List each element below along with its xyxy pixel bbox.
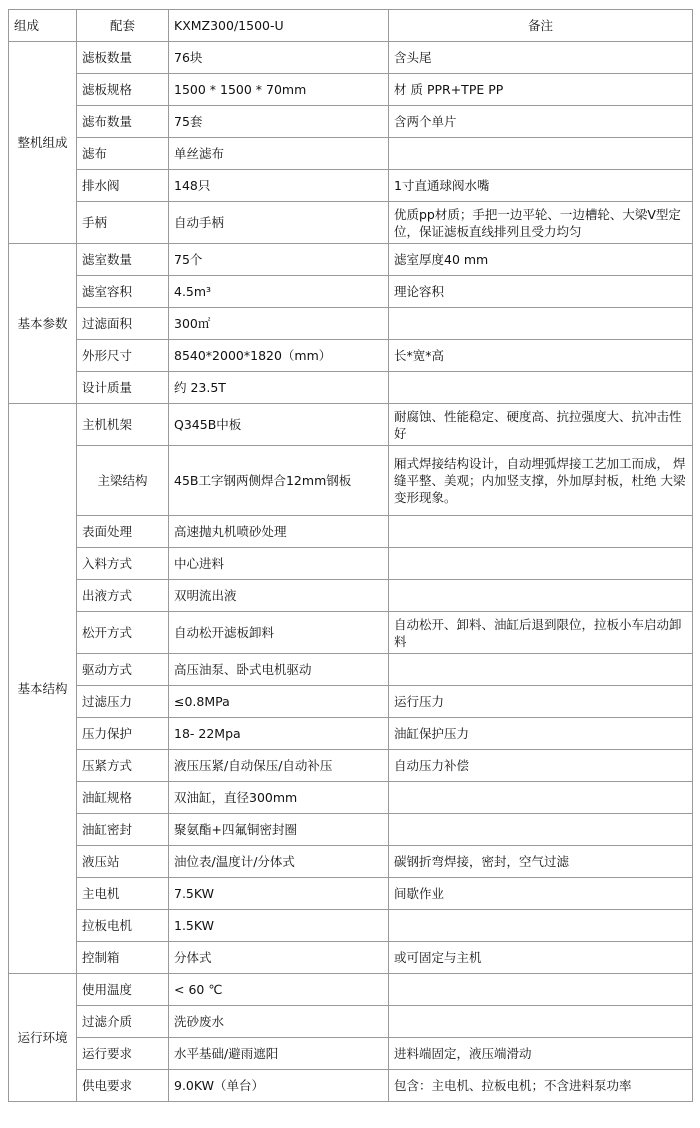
group-basic-structure: 基本结构 xyxy=(9,404,77,974)
value-cell: 自动手柄 xyxy=(169,202,389,244)
value-cell: 分体式 xyxy=(169,942,389,974)
value-cell: 油位表/温度计/分体式 xyxy=(169,846,389,878)
remark-cell: 或可固定与主机 xyxy=(389,942,693,974)
table-row xyxy=(9,686,693,718)
remark-cell: 滤室厚度40 mm xyxy=(389,244,693,276)
group-whole-machine: 整机组成 xyxy=(9,42,77,244)
value-cell: 148只 xyxy=(169,170,389,202)
table-row xyxy=(9,42,693,74)
table-row xyxy=(9,580,693,612)
remark-cell xyxy=(389,814,693,846)
table-row xyxy=(9,750,693,782)
item-cell: 液压站 xyxy=(77,846,169,878)
item-cell: 压紧方式 xyxy=(77,750,169,782)
value-cell: 1.5KW xyxy=(169,910,389,942)
item-cell: 滤板数量 xyxy=(77,42,169,74)
remark-cell xyxy=(389,1006,693,1038)
remark-cell xyxy=(389,910,693,942)
item-cell: 滤室数量 xyxy=(77,244,169,276)
item-cell: 主梁结构 xyxy=(77,446,169,516)
item-cell: 滤室容积 xyxy=(77,276,169,308)
remark-cell xyxy=(389,782,693,814)
remark-cell xyxy=(389,654,693,686)
table-row xyxy=(9,1006,693,1038)
table-row xyxy=(9,74,693,106)
value-cell: 7.5KW xyxy=(169,878,389,910)
table-row xyxy=(9,138,693,170)
table-row xyxy=(9,942,693,974)
remark-cell xyxy=(389,548,693,580)
table-row xyxy=(9,878,693,910)
value-cell: 自动松开滤板卸料 xyxy=(169,612,389,654)
value-cell: 18- 22Mpa xyxy=(169,718,389,750)
value-cell: 75个 xyxy=(169,244,389,276)
item-cell: 主机机架 xyxy=(77,404,169,446)
item-cell: 表面处理 xyxy=(77,516,169,548)
remark-cell: 长*宽*高 xyxy=(389,340,693,372)
table-row xyxy=(9,202,693,244)
item-cell: 滤布 xyxy=(77,138,169,170)
item-cell: 入料方式 xyxy=(77,548,169,580)
value-cell: 4.5m³ xyxy=(169,276,389,308)
remark-cell: 材 质 PPR+TPE PP xyxy=(389,74,693,106)
item-cell: 过滤面积 xyxy=(77,308,169,340)
remark-cell xyxy=(389,138,693,170)
remark-cell xyxy=(389,974,693,1006)
item-cell: 滤布数量 xyxy=(77,106,169,138)
item-cell: 排水阀 xyxy=(77,170,169,202)
value-cell: 高速抛丸机喷砂处理 xyxy=(169,516,389,548)
table-row xyxy=(9,276,693,308)
table-row xyxy=(9,910,693,942)
value-cell: 8540*2000*1820（mm） xyxy=(169,340,389,372)
value-cell: 9.0KW（单台） xyxy=(169,1070,389,1102)
value-cell: ≤0.8MPa xyxy=(169,686,389,718)
remark-cell: 油缸保护压力 xyxy=(389,718,693,750)
item-cell: 驱动方式 xyxy=(77,654,169,686)
remark-cell: 进料端固定，液压端滑动 xyxy=(389,1038,693,1070)
remark-cell: 运行压力 xyxy=(389,686,693,718)
remark-cell: 含头尾 xyxy=(389,42,693,74)
item-cell: 外形尺寸 xyxy=(77,340,169,372)
item-cell: 控制箱 xyxy=(77,942,169,974)
table-row xyxy=(9,548,693,580)
value-cell: 高压油泵、卧式电机驱动 xyxy=(169,654,389,686)
item-cell: 主电机 xyxy=(77,878,169,910)
value-cell: < 60 ℃ xyxy=(169,974,389,1006)
remark-cell: 包含：主电机、拉板电机；不含进料泵功率 xyxy=(389,1070,693,1102)
item-cell: 手柄 xyxy=(77,202,169,244)
item-cell: 拉板电机 xyxy=(77,910,169,942)
item-cell: 使用温度 xyxy=(77,974,169,1006)
table-row xyxy=(9,340,693,372)
remark-cell xyxy=(389,516,693,548)
item-cell: 油缸规格 xyxy=(77,782,169,814)
table-row xyxy=(9,814,693,846)
table-row xyxy=(9,170,693,202)
header-model: KXMZ300/1500-U xyxy=(169,10,389,42)
remark-cell: 1寸直通球阀水嘴 xyxy=(389,170,693,202)
remark-cell: 碳钢折弯焊接，密封，空气过滤 xyxy=(389,846,693,878)
table-row xyxy=(9,244,693,276)
item-cell: 过滤介质 xyxy=(77,1006,169,1038)
item-cell: 油缸密封 xyxy=(77,814,169,846)
header-row xyxy=(9,10,693,42)
value-cell: 液压压紧/自动保压/自动补压 xyxy=(169,750,389,782)
value-cell: Q345B中板 xyxy=(169,404,389,446)
item-cell: 压力保护 xyxy=(77,718,169,750)
group-operating-env: 运行环境 xyxy=(9,974,77,1102)
value-cell: 双明流出液 xyxy=(169,580,389,612)
value-cell: 约 23.5T xyxy=(169,372,389,404)
value-cell: 聚氨酯+四氟铜密封圈 xyxy=(169,814,389,846)
remark-cell: 含两个单片 xyxy=(389,106,693,138)
remark-cell: 理论容积 xyxy=(389,276,693,308)
item-cell: 滤板规格 xyxy=(77,74,169,106)
item-cell: 出液方式 xyxy=(77,580,169,612)
value-cell: 1500 * 1500 * 70mm xyxy=(169,74,389,106)
value-cell: 水平基础/避雨遮阳 xyxy=(169,1038,389,1070)
item-cell: 松开方式 xyxy=(77,612,169,654)
table-row xyxy=(9,974,693,1006)
header-remark: 备注 xyxy=(389,10,693,42)
table-row xyxy=(9,404,693,446)
table-row xyxy=(9,446,693,516)
item-cell: 运行要求 xyxy=(77,1038,169,1070)
item-cell: 设计质量 xyxy=(77,372,169,404)
table-row xyxy=(9,516,693,548)
table-row xyxy=(9,308,693,340)
value-cell: 双油缸，直径300mm xyxy=(169,782,389,814)
table-row xyxy=(9,1038,693,1070)
remark-cell: 耐腐蚀、性能稳定、硬度高、抗拉强度大、抗冲击性好 xyxy=(389,404,693,446)
table-row xyxy=(9,718,693,750)
table-row xyxy=(9,372,693,404)
remark-cell: 间歇作业 xyxy=(389,878,693,910)
value-cell: 76块 xyxy=(169,42,389,74)
value-cell: 洗砂废水 xyxy=(169,1006,389,1038)
table-row xyxy=(9,612,693,654)
item-cell: 过滤压力 xyxy=(77,686,169,718)
table-row xyxy=(9,846,693,878)
table-row xyxy=(9,1070,693,1102)
remark-cell xyxy=(389,308,693,340)
value-cell: 75套 xyxy=(169,106,389,138)
table-row xyxy=(9,106,693,138)
value-cell: 中心进料 xyxy=(169,548,389,580)
value-cell: 45B工字钢两侧焊合12mm钢板 xyxy=(169,446,389,516)
header-item: 配套 xyxy=(77,10,169,42)
remark-cell xyxy=(389,580,693,612)
remark-cell: 自动松开、卸料、油缸后退到限位，拉板小车启动卸料 xyxy=(389,612,693,654)
remark-cell: 厢式焊接结构设计，自动埋弧焊接工艺加工而成， 焊缝平整、美观；内加竖支撑，外加厚封板，杜绝 大梁变形现象。 xyxy=(389,446,693,516)
remark-cell: 优质pp材质；手把一边平轮、一边槽轮、大梁V型定位，保证滤板直线排列且受力均匀 xyxy=(389,202,693,244)
value-cell: 300㎡ xyxy=(169,308,389,340)
table-row xyxy=(9,782,693,814)
value-cell: 单丝滤布 xyxy=(169,138,389,170)
item-cell: 供电要求 xyxy=(77,1070,169,1102)
table-row xyxy=(9,654,693,686)
spec-table xyxy=(8,9,693,1102)
remark-cell xyxy=(389,372,693,404)
group-basic-params: 基本参数 xyxy=(9,244,77,404)
remark-cell: 自动压力补偿 xyxy=(389,750,693,782)
header-group: 组成 xyxy=(9,10,77,42)
